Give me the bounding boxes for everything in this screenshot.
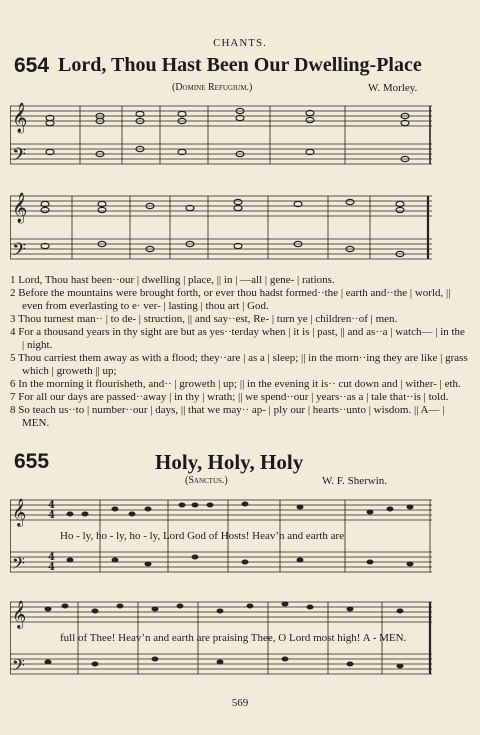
svg-text:𝄞: 𝄞 (12, 103, 28, 133)
music-score-654 (10, 96, 434, 270)
hymn-number: 654 (14, 54, 50, 77)
hymn-number: 655 (14, 450, 50, 473)
svg-text:4: 4 (48, 510, 55, 521)
svg-text:4: 4 (48, 500, 55, 511)
page-number: 569 (231, 697, 249, 709)
svg-text:𝄢: 𝄢 (12, 145, 27, 170)
svg-text:4: 4 (48, 562, 55, 573)
verse-2: 2 Before the mountains were brought forth, or ever thou hadst formed··the | earth and··the | world, || even from everlasting to e· ver- | lasting | thou art | God. (10, 287, 451, 312)
section-heading: CHANTS. (213, 37, 267, 49)
verse-4: 4 For a thousand years in thy sight are but as yes··terday when | it is | past, || and as··a | watch— | in the | night. (10, 326, 465, 351)
hymn-654-verses (10, 274, 468, 430)
verse-8: 8 So teach us··to | number··our | days, || that we may·· ap- | ply our | hearts··unto | wisdom. || A— | MEN. (10, 404, 445, 429)
tune-name: (Domine Refugium.) (172, 82, 253, 93)
verse-6: 6 In the morning it flourisheth, and·· | groweth | up; || in the evening it is·· cut down and | wither- | eth. (10, 378, 461, 390)
verse-3: 3 Thou turnest man·· | to de- | struction, || and say··est, Re- | turn ye | children··of | men. (10, 313, 398, 325)
lyrics-line-2: full of Thee! Heav’n and earth are praising Thee, O Lord most high! A - MEN. (60, 632, 407, 644)
composer: W. F. Sherwin. (322, 475, 388, 487)
svg-text:𝄞: 𝄞 (12, 600, 27, 628)
svg-text:𝄢: 𝄢 (12, 240, 27, 265)
music-score-655-system-2 (10, 594, 434, 696)
verse-1: 1 Lord, Thou hast been··our | dwelling | place, || in | —all | gene- | rations. (10, 274, 335, 286)
composer: W. Morley. (368, 82, 418, 94)
music-score-655-system-1 (10, 492, 434, 592)
hymn-654-header (14, 54, 470, 80)
svg-text:𝄞: 𝄞 (12, 193, 28, 223)
verse-7: 7 For all our days are passed··away | in thy | wrath; || we spend··our | years··as a | tale that··is | told. (10, 391, 449, 403)
lyrics-line-1: Ho - ly, ho - ly, ho - ly, Lord God of Hosts! Heav’n and earth are (60, 530, 345, 542)
svg-text:𝄞: 𝄞 (12, 498, 27, 526)
hymn-title: Holy, Holy, Holy (155, 450, 304, 474)
hymn-title: Lord, Thou Hast Been Our Dwelling-Place (58, 54, 422, 76)
svg-text:𝄢: 𝄢 (12, 655, 25, 679)
tune-name: (Sanctus.) (185, 475, 228, 486)
verse-5: 5 Thou carriest them away as with a flood; they··are | as a | sleep; || in the morn··ing they are like | grass which | groweth || up; (10, 352, 468, 377)
svg-text:𝄢: 𝄢 (12, 553, 25, 577)
svg-text:4: 4 (48, 552, 55, 563)
